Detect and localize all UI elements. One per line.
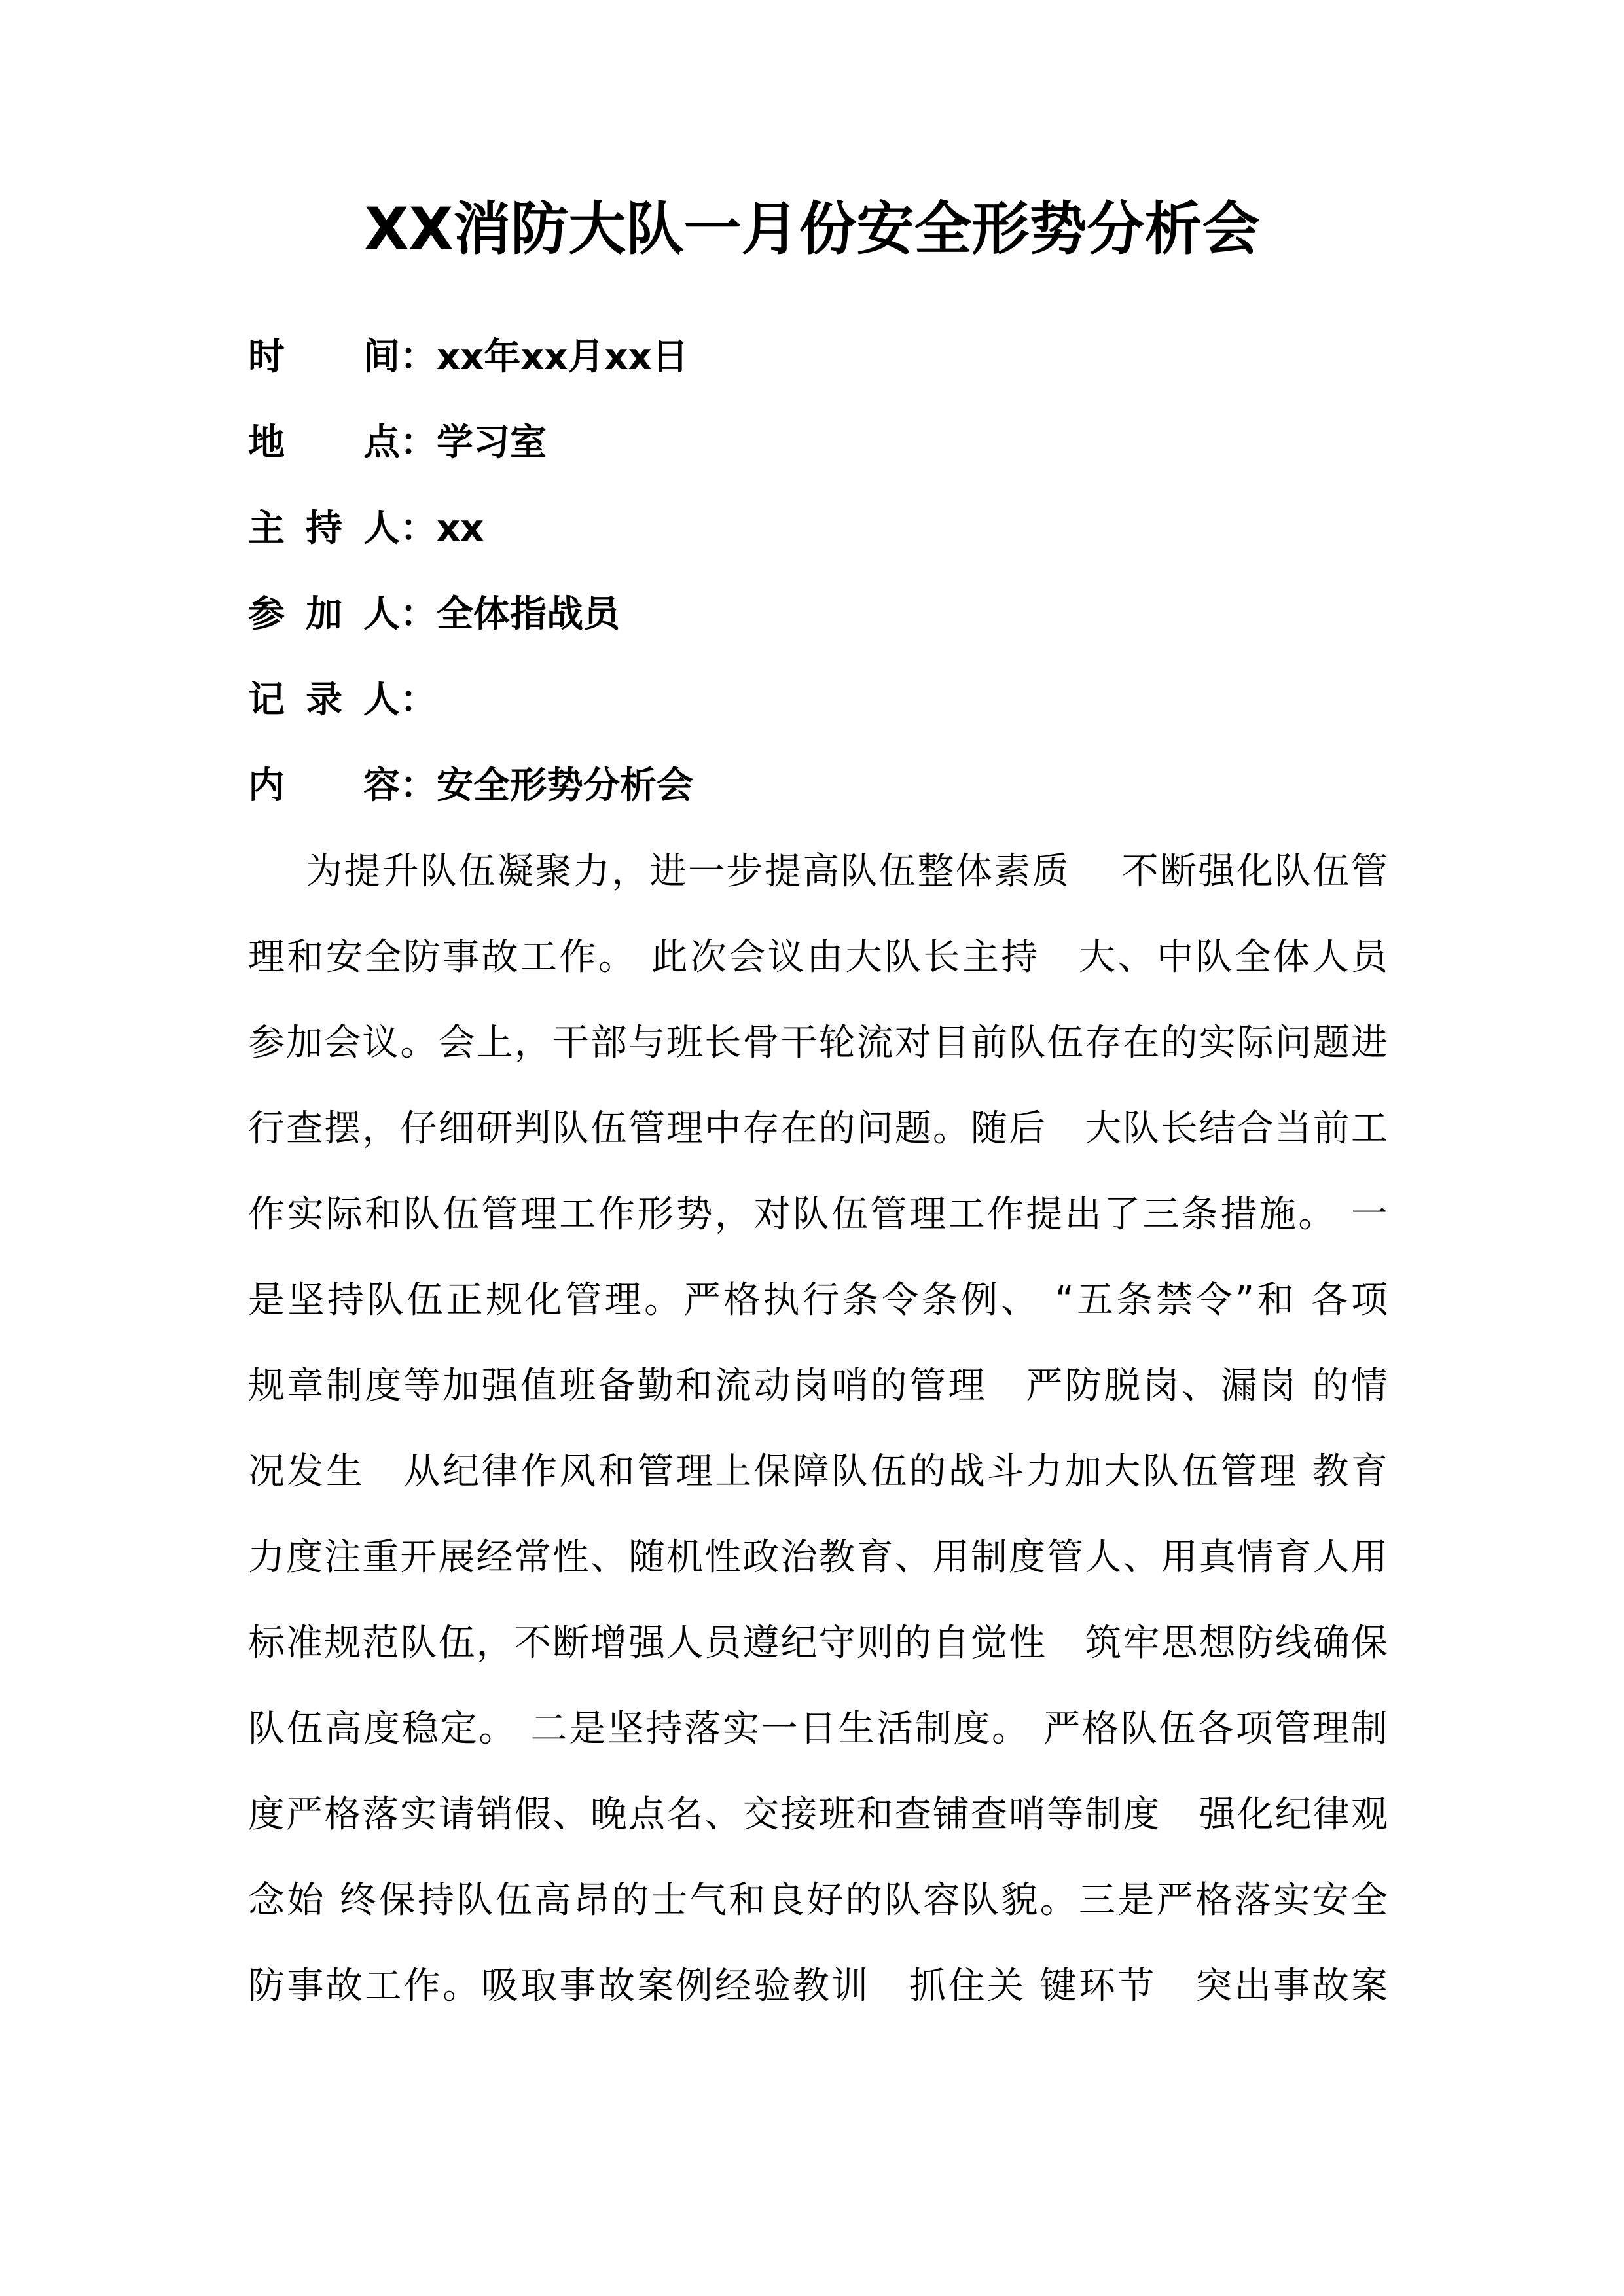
- body-line: 作实际和队伍管理工作形势，对队伍管理工作提出了三条措施。 一: [248, 1193, 1388, 1236]
- meta-recorder: [248, 657, 1388, 743]
- body-line: 参加会议。会上，干部与班长骨干轮流对目前队伍存在的实际问题进: [248, 1022, 1388, 1064]
- document-content: [248, 314, 1388, 2029]
- body-line: 标准规范队伍，不断增强人员遵纪守则的自觉性 筑牢思想防线确保: [248, 1622, 1388, 1664]
- meta-label: 时 间: [248, 336, 400, 378]
- meta-label: 主持人: [248, 507, 400, 550]
- body-line: 念始 终保持队伍高昂的士气和良好的队容队貌。三是严格落实安全: [248, 1879, 1388, 1922]
- meta-location: [248, 400, 1388, 486]
- colon: ：: [400, 764, 437, 807]
- document-title: XX消防大队一月份安全形势分析会: [364, 195, 1260, 262]
- meta-time: [248, 314, 1388, 400]
- colon: ：: [400, 422, 437, 464]
- meta-attendees: [248, 571, 1388, 657]
- meta-content: [248, 743, 1388, 829]
- body-paragraph: [248, 829, 1388, 2029]
- meta-value: 学习室: [437, 422, 547, 464]
- meta-label: 内 容: [248, 764, 400, 807]
- colon: ：: [400, 679, 437, 721]
- meta-value: xx年xx月xx日: [437, 336, 689, 378]
- body-line: 防事故工作。吸取事故案例经验教训 抓住关 键环节 突出事故案: [248, 1965, 1388, 2007]
- meta-label: 地 点: [248, 422, 400, 464]
- body-line: 况发生 从纪律作风和管理上保障队伍的战斗力加大队伍管理 教育: [248, 1450, 1388, 1493]
- colon: ：: [400, 593, 437, 636]
- body-line: 是坚持队伍正规化管理。严格执行条令条例、 “五条禁令”和 各项: [248, 1279, 1388, 1321]
- meta-label: 记录人: [248, 679, 400, 721]
- colon: ：: [400, 507, 437, 550]
- body-line: 度严格落实请销假、晚点名、交接班和查铺查哨等制度 强化纪律观: [248, 1793, 1388, 1836]
- body-line: 理和安全防事故工作。 此次会议由大队长主持 大、中队全体人员: [248, 936, 1388, 978]
- meta-value: xx: [437, 507, 484, 550]
- body-line: 为提升队伍凝聚力，进一步提高队伍整体素质 不断强化队伍管: [306, 850, 1388, 893]
- body-line: 规章制度等加强值班备勤和流动岗哨的管理 严防脱岗、漏岗 的情: [248, 1365, 1388, 1407]
- meta-value: 安全形势分析会: [437, 764, 693, 807]
- meta-host: [248, 486, 1388, 571]
- body-line: 力度注重开展经常性、随机性政治教育、用制度管人、用真情育人用: [248, 1536, 1388, 1579]
- meta-value: 全体指战员: [437, 593, 620, 636]
- meta-label: 参加人: [248, 593, 400, 636]
- body-line: 队伍高度稳定。 二是坚持落实一日生活制度。 严格队伍各项管理制: [248, 1708, 1388, 1750]
- body-line: 行查摆，仔细研判队伍管理中存在的问题。随后 大队长结合当前工: [248, 1107, 1388, 1150]
- colon: ：: [400, 336, 437, 378]
